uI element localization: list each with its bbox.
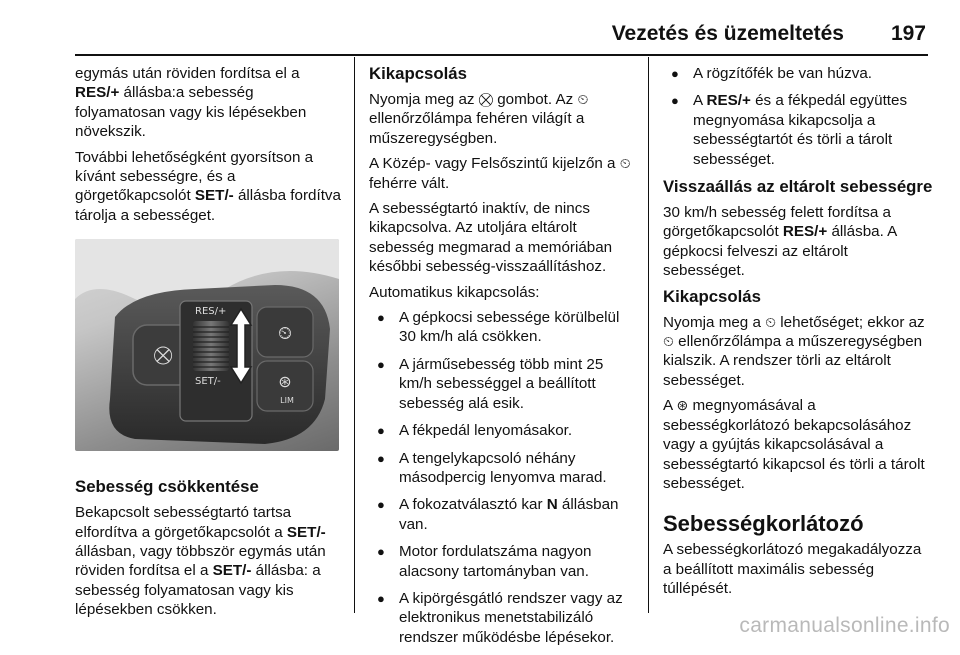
column-1 (75, 64, 347, 626)
paragraph-restore: 30 km/h sebesség felett fordítsa a görgetőkapcsolót RES/+ állásba. A gépkocsi felveszi az eltárolt sebességet. (663, 204, 897, 280)
list-item: ● A RES/+ és a fékpedál együttes megnyomása kikapcsolja a sebességtartót és törli a tárolt sebességet. (663, 91, 933, 169)
paragraph-display: A Közép- vagy Felsőszintű kijelzőn a ⏲ fehérre vált. (369, 155, 631, 192)
heading-switch-off: Kikapcsolás (663, 286, 761, 306)
paragraph-decrease: Bekapcsolt sebességtartó tartsa elfordítva a görgetőkapcsolót a SET/- állásban, vagy többször egymás után röviden fordítsa el a SET/- állásba: a sebesség folyamatosan vagy kis lépésekben csökken. (75, 504, 326, 619)
paragraph-inactive: A sebességtartó inaktív, de nincs kikapcsolva. Az utoljára eltárolt sebesség megmarad a memóriában későbbi sebesség-visszaállításhoz. (369, 200, 613, 276)
header-title: Vezetés és üzemeltetés (611, 22, 844, 45)
steering-wheel-controls-photo (75, 239, 339, 451)
list-item: ● A kipörgésgátló rendszer vagy az elektronikus menetstabilizáló rendszer működésbe lépésekor. (369, 589, 635, 647)
set-label: SET/- (195, 376, 221, 388)
thumbwheel (193, 321, 229, 371)
cruise-icon: ⏲ (663, 333, 674, 350)
page-header (0, 0, 960, 60)
cruise-icon: ⏲ (577, 91, 589, 107)
list-item: ● A járműsebesség több mint 25 km/h sebességgel a beállított sebesség alá esik. (369, 355, 635, 413)
cruise-icon: ⏲ (619, 155, 631, 172)
heading-speed-limiter: Sebességkorlátozó (663, 511, 864, 537)
heading-speed-decrease: Sebesség csökkentése (75, 477, 259, 497)
column-3 (663, 64, 933, 605)
heading-deactivation: Kikapcsolás (369, 64, 467, 83)
paragraph-auto-off: Automatikus kikapcsolás: (369, 283, 540, 301)
header-rule (75, 54, 928, 56)
page-number: 197 (890, 22, 926, 45)
limiter-icon: ⊛ (278, 372, 292, 392)
cruise-icon: ⏲ (277, 323, 293, 345)
cancel-icon: ⛒ (153, 345, 173, 367)
list-item: ● A fokozatválasztó kar N állásban van. (369, 495, 635, 534)
list-item: ● Motor fordulatszáma nagyon alacsony tartományban van. (369, 542, 635, 581)
list-item: ● A tengelykapcsoló néhány másodpercig lenyomva marad. (369, 449, 635, 488)
res-label: RES/+ (195, 306, 227, 318)
paragraph-press-cancel: Nyomja meg az ⛒ gombot. Az ⏲ ellenőrzőlámpa fehéren világít a műszeregységben. (369, 91, 589, 147)
limiter-icon: ⊛ (676, 397, 689, 414)
paragraph-store-speed: További lehetőségként gyorsítson a kívánt sebességre, és a görgetőkapcsolót SET/- állásba fordítva tárolja a sebességet. (75, 148, 341, 224)
watermark: carmanualsonline.info (739, 614, 950, 637)
column-divider-1 (354, 57, 355, 613)
paragraph-limiter: A sebességkorlátozó megakadályozza a beállított maximális sebesség túllépését. (663, 541, 922, 598)
lim-label: LIM (280, 396, 294, 406)
paragraph-increase-continued: egymás után röviden fordítsa el a RES/+ állásba:a sebesség folyamatosan vagy kis lépésekben növekszik. (75, 65, 307, 141)
cancel-icon: ⛒ (478, 91, 494, 107)
heading-restore-speed: Visszaállás az eltárolt sebességre (663, 177, 933, 197)
cruise-icon: ⏲ (765, 313, 777, 330)
paragraph-limiter-switch: A ⊛ megnyomásával a sebességkorlátozó bekapcsolásához vagy a gyújtás kikapcsolásával a sebességtartó kikapcsol és törli a tárolt sebességet. (663, 397, 925, 492)
list-item: ● A fékpedál lenyomásakor. (369, 421, 635, 440)
paragraph-switch-off: Nyomja meg a ⏲ lehetőséget; ekkor az ⏲ ellenőrzőlámpa a műszeregységben kialszik. A rendszer törli az eltárolt sebességet. (663, 313, 925, 389)
column-2 (369, 64, 635, 655)
auto-off-list (369, 308, 635, 647)
auto-off-list-continued (663, 64, 933, 169)
column-divider-2 (648, 57, 649, 613)
steering-wheel-illustration (75, 239, 339, 451)
list-item: ● A gépkocsi sebessége körülbelül 30 km/h alá csökken. (369, 308, 635, 347)
list-item: ● A rögzítőfék be van húzva. (663, 64, 933, 83)
